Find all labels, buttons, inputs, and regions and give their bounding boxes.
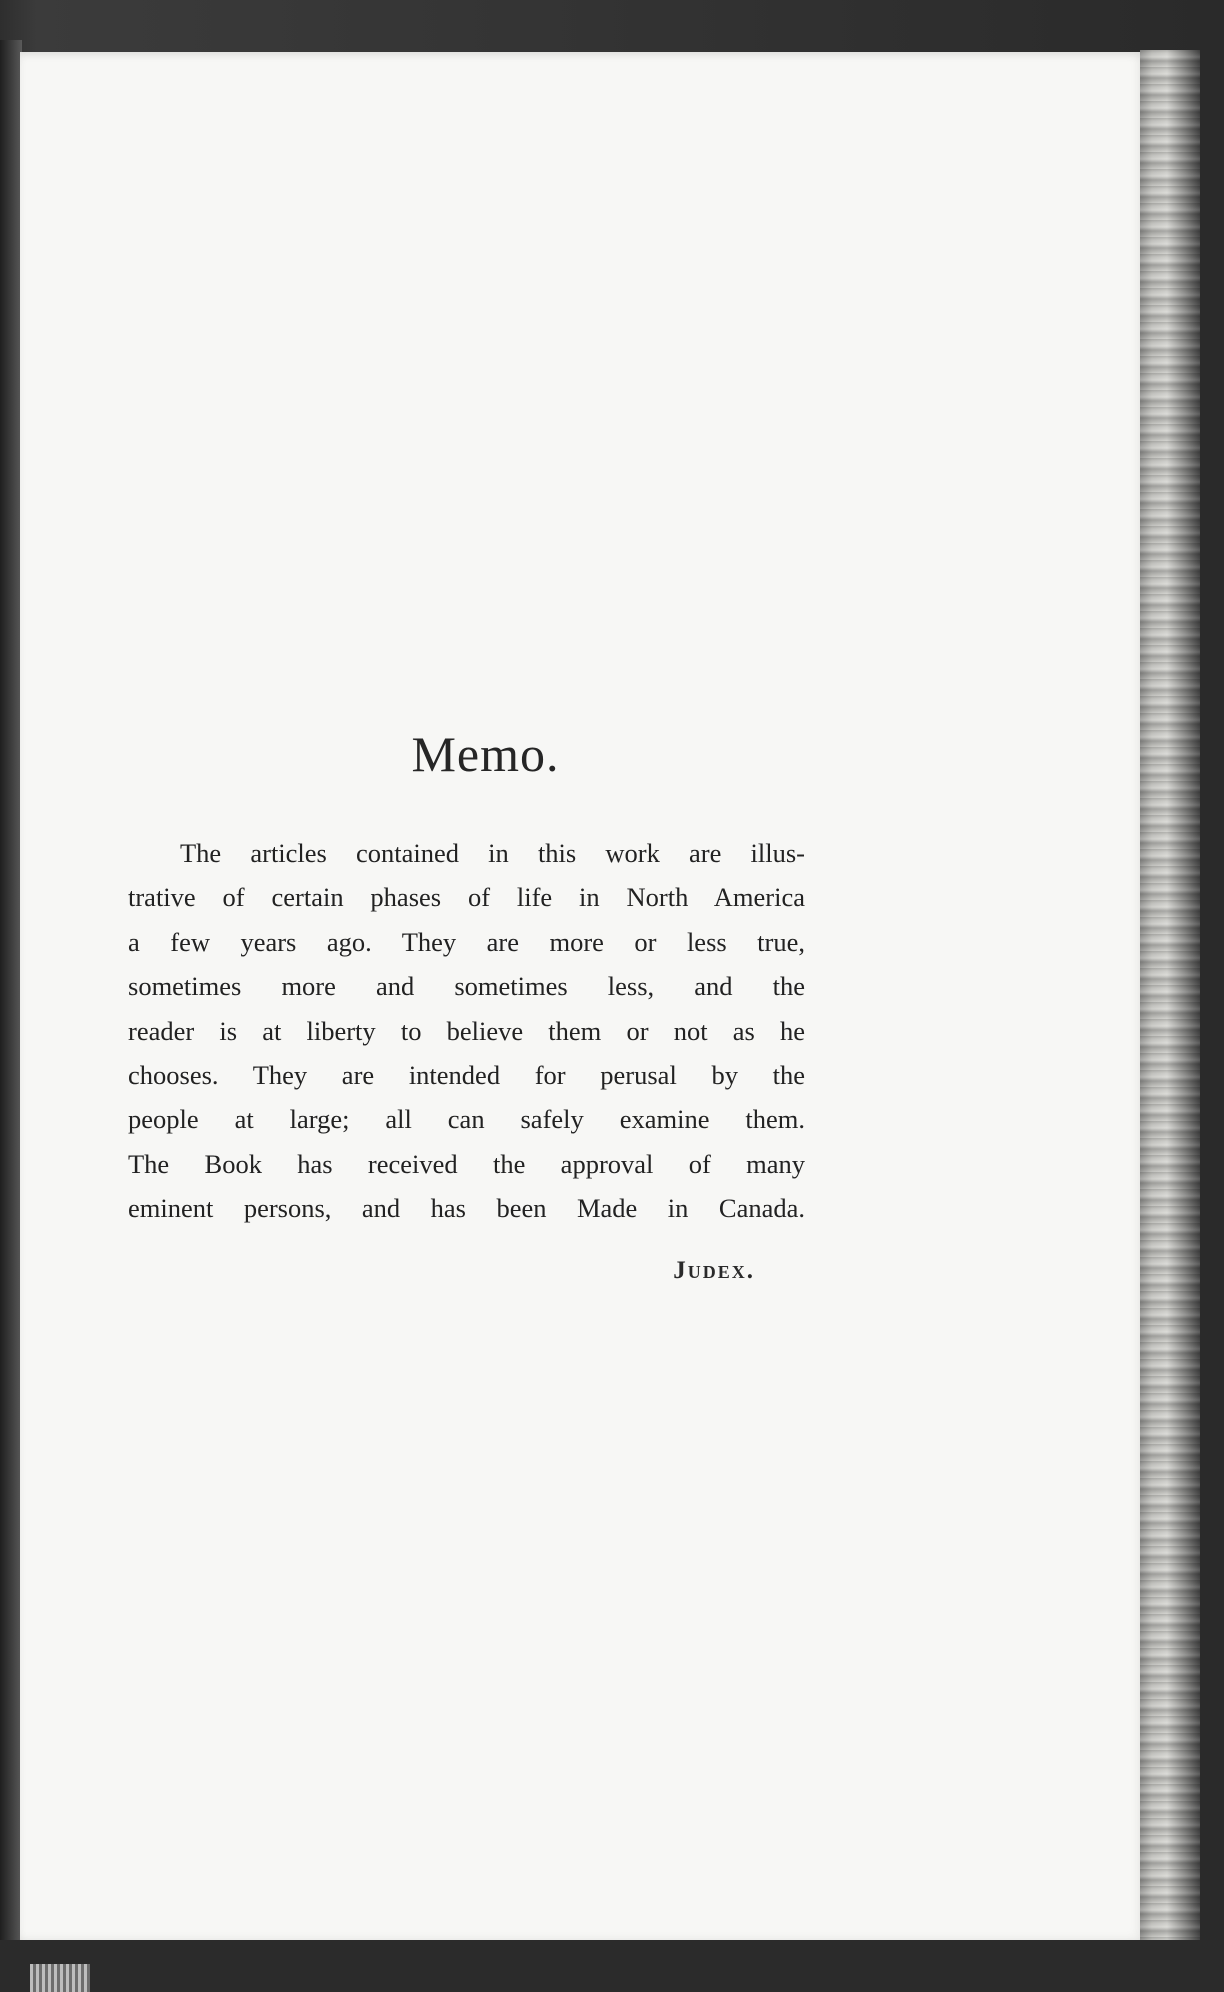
paragraph-line: people at large; all can safely examine them.: [128, 1104, 805, 1135]
paragraph-line: a few years ago. They are more or less true,: [128, 926, 805, 957]
paragraph-line: The Book has received the approval of many: [128, 1148, 805, 1179]
memo-paragraph: [128, 831, 805, 1231]
paragraph-line: reader is at liberty to believe them or not as he: [128, 1015, 805, 1046]
memo-content: [128, 725, 805, 1285]
paragraph-line: sometimes more and sometimes less, and the: [128, 971, 805, 1002]
paragraph-line: trative of certain phases of life in North America: [128, 882, 805, 913]
binding-edge: [0, 40, 22, 1940]
memo-title: Memo.: [411, 726, 560, 782]
bottom-binding: [0, 1940, 1224, 1992]
paragraph-line: eminent persons, and has been Made in Canada.: [128, 1193, 805, 1224]
paragraph-line: chooses. They are intended for perusal by the: [128, 1060, 805, 1091]
paragraph-line: The articles contained in this work are illus-: [180, 838, 805, 868]
signature: Judex.: [673, 1256, 755, 1284]
page-fore-edge: [1140, 50, 1200, 1945]
page-stack-edge: [30, 1964, 90, 1992]
